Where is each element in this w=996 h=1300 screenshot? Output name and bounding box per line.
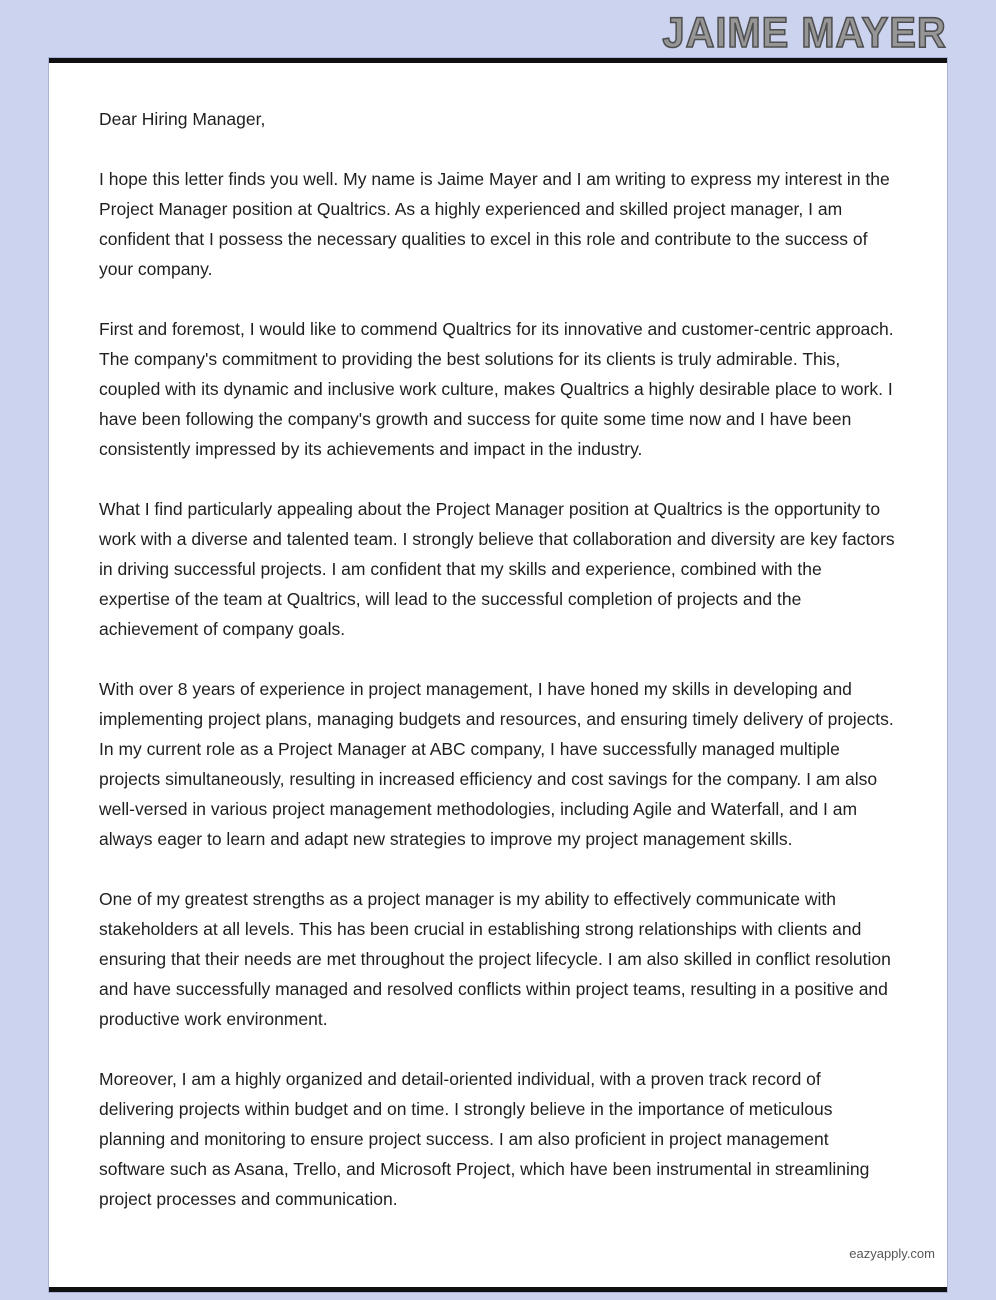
paragraph-1: I hope this letter finds you well. My name is Jaime Mayer and I am writing to express my interest in the Project Manager position at Qualtrics. As a highly experienced and skilled project manager, I am confident that I possess the necessary qualities to excel in this role and contribute to the success of your company. bbox=[99, 169, 890, 279]
watermark: eazyapply.com bbox=[849, 1246, 935, 1261]
applicant-name: JAIME MAYER bbox=[662, 9, 947, 57]
letter-content bbox=[49, 63, 947, 1287]
paragraph-4: With over 8 years of experience in project management, I have honed my skills in developing and implementing project plans, managing budgets and resources, and ensuring timely delivery of projects. In my current role as a Project Manager at ABC company, I have successfully managed multiple projects simultaneously, resulting in increased efficiency and cost savings for the company. I am also well-versed in various project management methodologies, including Agile and Waterfall, and I am always eager to learn and adapt new strategies to improve my project management skills. bbox=[99, 679, 894, 849]
paragraph-5: One of my greatest strengths as a project manager is my ability to effectively communicate with stakeholders at all levels. This has been crucial in establishing strong relationships with clients and ensuring that their needs are met throughout the project lifecycle. I am also skilled in conflict resolution and have successfully managed and resolved conflicts within project teams, resulting in a positive and productive work environment. bbox=[99, 889, 891, 1029]
paragraph-6: Moreover, I am a highly organized and detail-oriented individual, with a proven track record of delivering projects within budget and on time. I strongly believe in the importance of meticulous planning and monitoring to ensure project success. I am also proficient in project management software such as Asana, Trello, and Microsoft Project, which have been instrumental in streamlining project processes and communication. bbox=[99, 1069, 870, 1209]
bottom-rule bbox=[49, 1287, 947, 1292]
paragraph-2: First and foremost, I would like to commend Qualtrics for its innovative and customer-centric approach. The company's commitment to providing the best solutions for its clients is truly admirable. This, coupled with its dynamic and inclusive work culture, makes Qualtrics a highly desirable place to work. I have been following the company's growth and success for quite some time now and I have been consistently impressed by its achievements and impact in the industry. bbox=[99, 319, 894, 459]
paragraph-3: What I find particularly appealing about the Project Manager position at Qualtrics is the opportunity to work with a diverse and talented team. I strongly believe that collaboration and diversity are key factors in driving successful projects. I am confident that my skills and experience, combined with the expertise of the team at Qualtrics, will lead to the successful completion of projects and the achievement of company goals. bbox=[99, 499, 895, 639]
salutation: Dear Hiring Manager, bbox=[99, 109, 266, 129]
letter-page bbox=[48, 57, 948, 1293]
